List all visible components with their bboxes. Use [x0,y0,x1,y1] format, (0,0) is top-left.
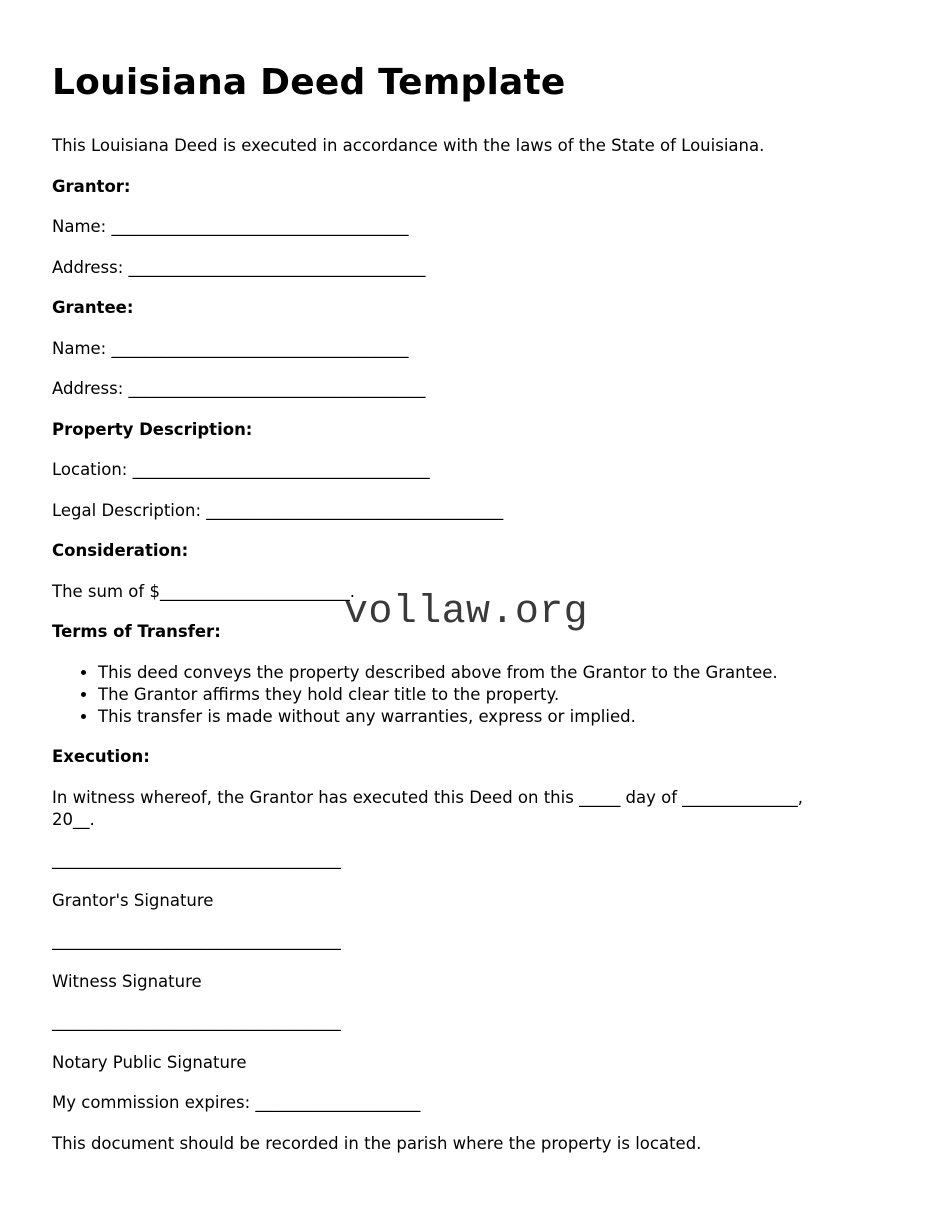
execution-line-1: In witness whereof, the Grantor has executed this Deed on this _____ day of ______________, [52,787,804,807]
section-consideration-heading: Consideration: [52,541,189,560]
section-grantor-heading: Grantor: [52,176,131,196]
execution-paragraph [52,787,903,831]
grantor-address-line: Address: ____________________________________ [52,257,426,277]
commission-expires-line: My commission expires: ____________________ [52,1093,421,1112]
document-title: Louisiana Deed Template [52,62,566,103]
notary-signature-line: ___________________________________ [52,1012,341,1031]
property-location-line: Location: ____________________________________ [52,460,430,479]
grantor-signature-line: ___________________________________ [52,850,341,869]
recording-note: This document should be recorded in the parish where the property is located. [52,1133,702,1153]
notary-signature-label: Notary Public Signature [52,1052,247,1072]
execution-line-2: 20__. [52,809,95,829]
grantor-signature-label: Grantor's Signature [52,890,214,910]
terms-bullet-1: • This deed conveys the property described above from the Grantor to the Grantee. [98,662,903,684]
vollaw-watermark: vollaw.org [344,590,589,635]
section-grantee-heading: Grantee: [52,298,134,317]
grantee-address-line: Address: ____________________________________ [52,379,426,398]
terms-bullet-3: • This transfer is made without any warranties, express or implied. [98,706,903,728]
intro-paragraph: This Louisiana Deed is executed in accordance with the laws of the State of Louisiana. [52,136,765,155]
witness-signature-label: Witness Signature [52,971,202,991]
grantor-name-line: Name: ____________________________________ [52,217,409,236]
section-terms-of-transfer-heading: Terms of Transfer: [52,622,221,641]
grantee-name-line: Name: ____________________________________ [52,338,409,358]
terms-list [52,662,903,728]
section-property-description-heading: Property Description: [52,419,253,439]
section-execution-heading: Execution: [52,747,150,766]
property-legal-description-line: Legal Description: ____________________________________ [52,500,504,520]
consideration-sum-line: The sum of $_______________________. [52,581,355,601]
witness-signature-line: ___________________________________ [52,931,341,950]
terms-bullet-2: • The Grantor affirms they hold clear title to the property. [98,684,903,706]
